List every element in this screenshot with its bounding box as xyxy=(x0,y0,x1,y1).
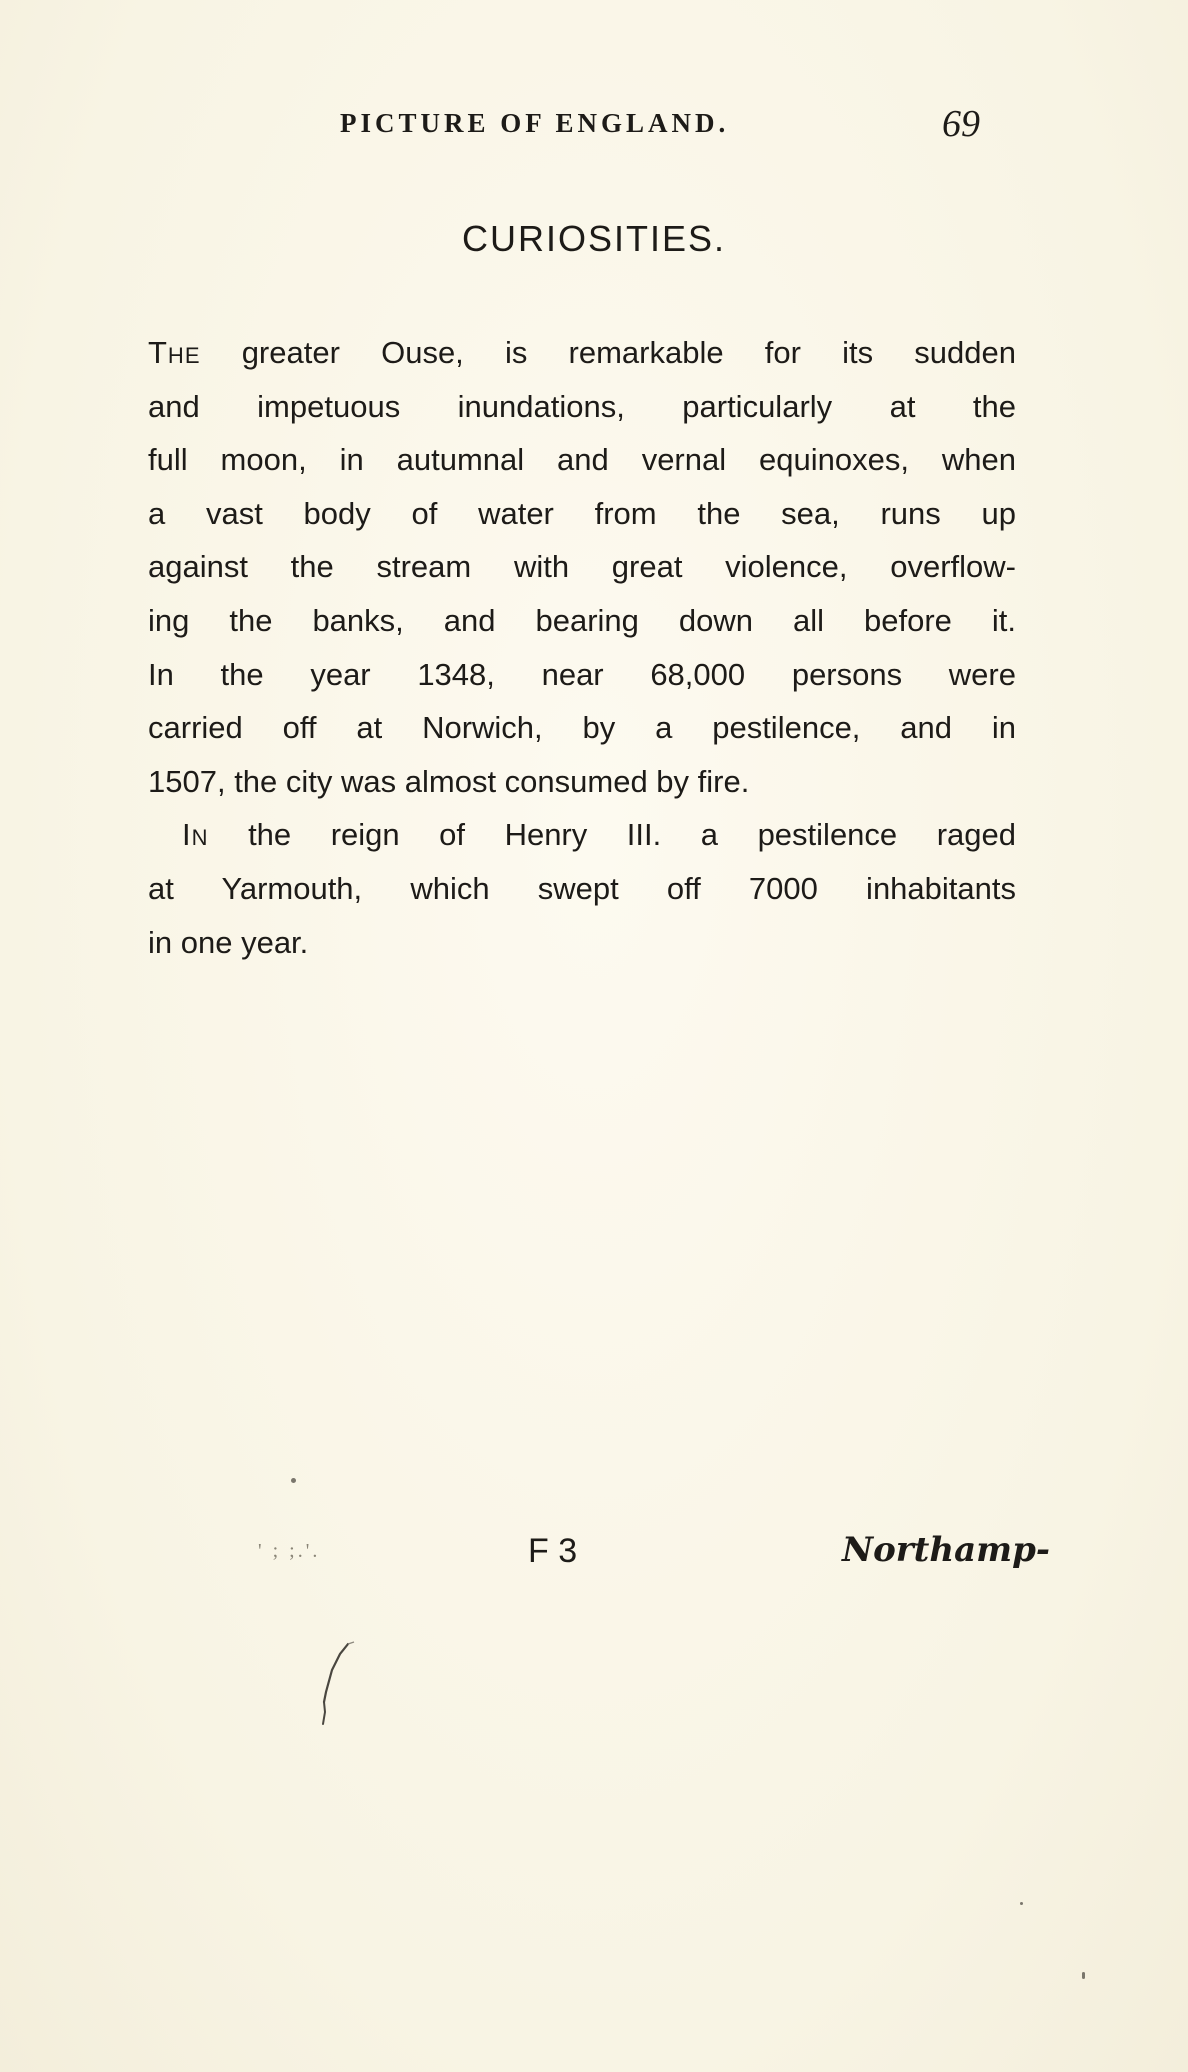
running-title: PICTURE OF ENGLAND. xyxy=(340,108,730,138)
lead-word: In xyxy=(182,817,209,853)
text-line: carried off at Norwich, by a pestilence, and in xyxy=(148,710,1016,746)
text-line: against the stream with great violence, overflow- xyxy=(148,549,1016,585)
running-head xyxy=(340,103,980,148)
lead-word: The xyxy=(148,335,201,370)
text-line: full moon, in autumnal and vernal equinoxes, when xyxy=(148,442,1016,478)
text-line: a vast body of water from the sea, runs up xyxy=(148,495,1016,531)
page-number: 69 xyxy=(942,103,980,145)
page-footer xyxy=(0,1532,1188,1582)
text-line: In the year 1348, near 68,000 persons were xyxy=(148,656,1016,692)
text-line: and impetuous inundations, particularly at the xyxy=(148,388,1016,424)
paper-speck xyxy=(291,1478,296,1483)
text-line: In the reign of Henry III. a pestilence raged xyxy=(182,817,1016,853)
text-line: ing the banks, and bearing down all before it. xyxy=(148,602,1016,638)
text-line: The greater Ouse, is remarkable for its sudden xyxy=(148,335,1016,370)
text-line: at Yarmouth, which swept off 7000 inhabitants xyxy=(148,870,1016,906)
section-heading: CURIOSITIES. xyxy=(461,218,727,259)
paper-speck xyxy=(1082,1972,1085,1979)
paper-specks: ' ; ;.'. xyxy=(258,1540,321,1562)
text-line: 1507, the city was almost consumed by fire. xyxy=(148,763,750,799)
text-line: in one year. xyxy=(148,924,309,960)
catchword: Northamp- xyxy=(842,1530,1050,1570)
body-text xyxy=(148,326,1016,969)
paper-speck xyxy=(1020,1902,1023,1905)
pencil-mark-icon xyxy=(318,1640,358,1740)
signature-mark: F 3 xyxy=(528,1532,578,1570)
